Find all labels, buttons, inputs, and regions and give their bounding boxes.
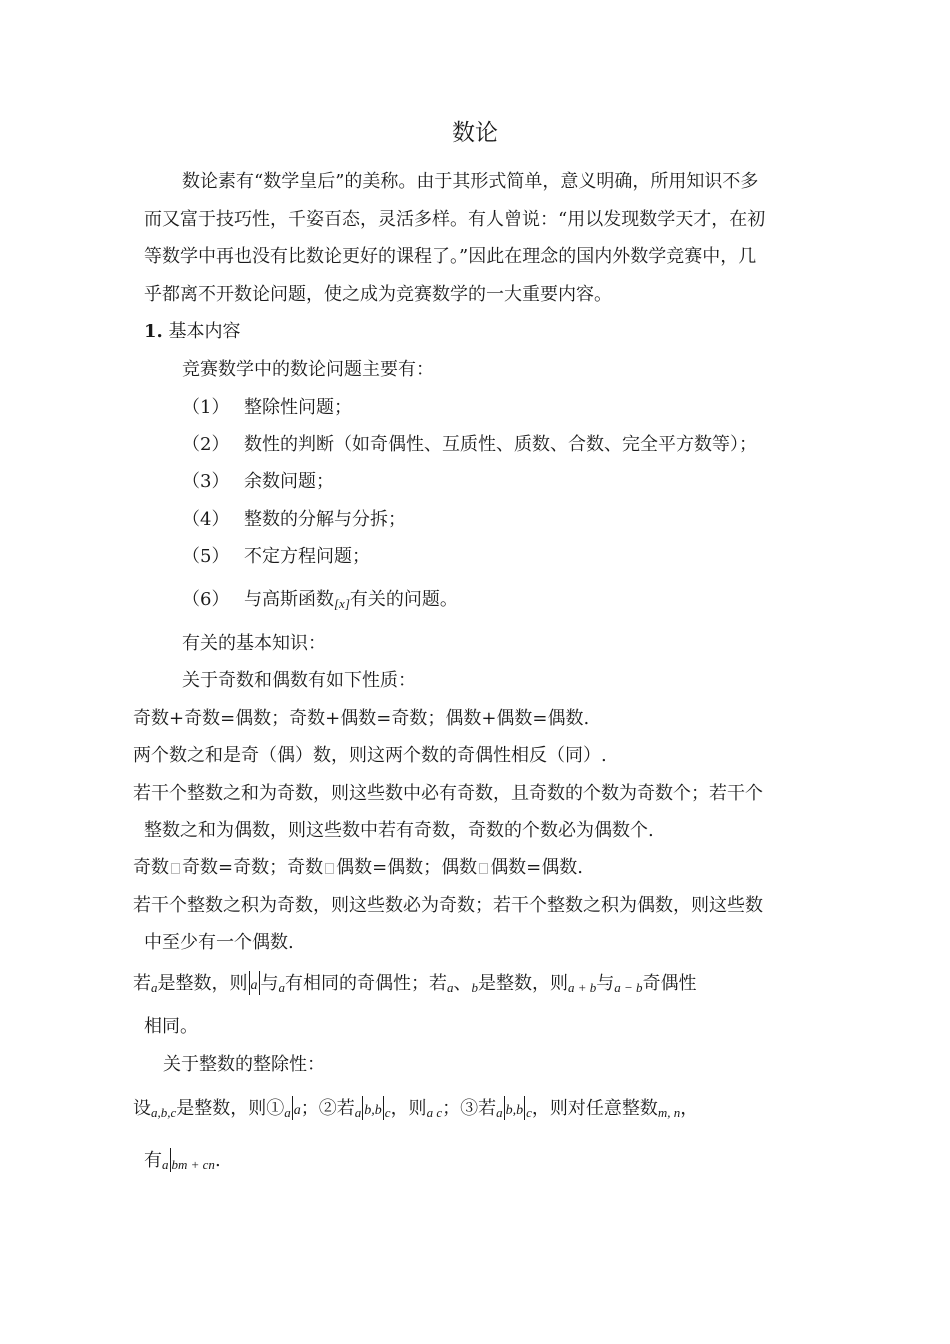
basic-knowledge-label: 有关的基本知识： bbox=[182, 633, 326, 654]
intro-line-3: 等数学中再也没有比数论更好的课程了。”因此在理念的国内外数学竞赛中，几 bbox=[144, 246, 757, 267]
product-parity-line: 奇数 奇数=奇数；奇数 偶数=偶数；偶数 偶数=偶数. bbox=[133, 857, 583, 878]
intro-line-1: 数论素有“数学皇后”的美称。由于其形式简单，意义明确，所用知识不多 bbox=[182, 171, 759, 192]
problem-item: （6） 与高斯函数$_{[x]}$有关的问题。 bbox=[182, 589, 458, 611]
gauss-function-math: [x] bbox=[334, 596, 350, 611]
intro-line-2: 而又富于技巧性，千姿百态，灵活多样。有人曾说：“用以发现数学天才，在初 bbox=[144, 209, 766, 230]
missing-glyph-box bbox=[171, 863, 180, 874]
abs-parity-line-cont: 相同。 bbox=[144, 1016, 198, 1037]
section-title: 基本内容 bbox=[168, 321, 241, 342]
divides-bar bbox=[292, 1096, 293, 1120]
product-line-1: 若干个整数之积为奇数，则这些数必为奇数；若干个整数之积为偶数，则这些数 bbox=[133, 895, 763, 916]
problem-item: （4） 整数的分解与分拆； bbox=[182, 509, 406, 530]
parity-line-4: 整数之和为偶数，则这些数中若有奇数，奇数的个数必为偶数个. bbox=[144, 820, 654, 841]
problem-item: （2） 数性的判断（如奇偶性、互质性、质数、合数、完全平方数等）； bbox=[182, 434, 757, 455]
divides-bar bbox=[383, 1096, 384, 1120]
page-title: 数论 bbox=[452, 120, 498, 146]
abs-parity-line: 若$_a$是整数，则 a 与$_a$有相同的奇偶性；若$_a$、$_b$是整数，则$_{a + b}$与$_{a - b}$奇偶性 bbox=[133, 973, 697, 995]
divisibility-line-cont: 有$_a$ $_{bm + cn}$. bbox=[144, 1150, 221, 1172]
intro-line-4: 乎都离不开数论问题，使之成为竞赛数学的一大重要内容。 bbox=[144, 284, 612, 305]
divides-bar bbox=[524, 1096, 525, 1120]
parity-line-2: 两个数之和是奇（偶）数，则这两个数的奇偶性相反（同）. bbox=[133, 745, 607, 766]
divisibility-intro: 关于整数的整除性： bbox=[163, 1054, 325, 1075]
problem-item: （5） 不定方程问题； bbox=[182, 546, 370, 567]
section-heading bbox=[144, 320, 241, 344]
missing-glyph-box bbox=[479, 863, 488, 874]
missing-glyph-box bbox=[325, 863, 334, 874]
parity-intro: 关于奇数和偶数有如下性质： bbox=[182, 670, 416, 691]
divides-bar bbox=[504, 1096, 505, 1120]
divides-bar bbox=[170, 1148, 171, 1172]
divisibility-line: 设$_{a,b,c}$是整数，则$①_a$ a；②若$_a$ b,b $_c$，则$_{a c}$；③若$_a$ b,b $_c$，则对任意整数$_{m, n}$， bbox=[133, 1098, 699, 1120]
product-line-2: 中至少有一个偶数. bbox=[144, 932, 294, 953]
parity-line-3: 若干个整数之和为奇数，则这些数中必有奇数，且奇数的个数为奇数个；若干个 bbox=[133, 783, 763, 804]
abs-bar bbox=[249, 971, 250, 995]
problems-intro: 竞赛数学中的数论问题主要有： bbox=[182, 359, 434, 380]
problem-item: （1） 整除性问题； bbox=[182, 397, 352, 418]
parity-line-1: 奇数+奇数=偶数；奇数+偶数=奇数；偶数+偶数=偶数. bbox=[133, 708, 590, 729]
section-number: 1. bbox=[144, 321, 163, 342]
problem-item: （3） 余数问题； bbox=[182, 471, 334, 492]
abs-bar bbox=[259, 971, 260, 995]
